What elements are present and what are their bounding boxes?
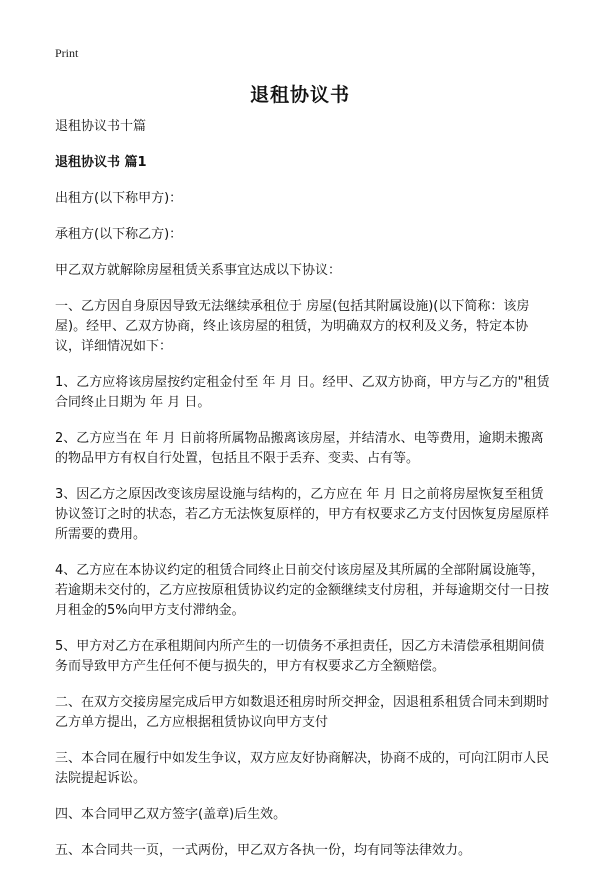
paragraph-lessor: 出租方(以下称甲方)： — [55, 191, 183, 206]
paragraph-clause-1: 1、乙方应将该房屋按约定租金付至 年 月 日。经甲、乙双方协商，甲方与乙方的"租赁合同终止日期为 年 月 日。 — [55, 375, 550, 410]
paragraph-lessee: 承租方(以下称乙方)： — [55, 227, 183, 242]
collection-title: 退租协议书十篇 — [55, 119, 147, 134]
paragraph-clause-3: 3、因乙方之原因改变该房屋设施与结构的，乙方应在 年 月 日之前将房屋恢复至租赁协议签订之时的状态，若乙方无法恢复原样的，甲方有权要求乙方支付因恢复房屋原样所需要的费用。 — [55, 487, 550, 542]
section-title: 退租协议书 篇1 — [55, 155, 147, 170]
paragraph-clause-5: 5、甲方对乙方在承租期间内所产生的一切债务不承担责任，因乙方未清偿承租期间债务而导致甲方产生任何不便与损失的，甲方有权要求乙方全额赔偿。 — [55, 639, 545, 674]
page-title: 退租协议书 — [249, 84, 350, 106]
print-link[interactable]: Print — [55, 46, 79, 60]
paragraph-article-2: 二、在双方交接房屋完成后甲方如数退还租房时所交押金，因退租系租赁合同未到期时乙方单方提出，乙方应根据租赁协议向甲方支付 — [55, 695, 550, 730]
paragraph-article-3: 三、本合同在履行中如发生争议，双方应友好协商解决，协商不成的，可向江阴市人民法院提起诉讼。 — [55, 751, 550, 786]
paragraph-article-5: 五、本合同共一页，一式两份，甲乙双方各执一份，均有同等法律效力。 — [55, 843, 472, 858]
paragraph-clause-4: 4、乙方应在本协议约定的租赁合同终止日前交付该房屋及其所属的全部附属设施等，若逾期未交付的，乙方应按原租赁协议约定的金额继续支付房租，并每逾期交付一日按月租金的5%向甲方支付滞纳金。 — [55, 563, 550, 618]
document-body — [55, 117, 552, 877]
paragraph-article-1: 一、乙方因自身原因导致无法继续承租位于 房屋(包括其附属设施)(以下简称：该房屋)。经甲、乙双方协商，终止该房屋的租赁，为明确双方的权利及义务，特定本协议，详细情况如下： — [55, 299, 530, 354]
paragraph-article-4: 四、本合同甲乙双方签字(盖章)后生效。 — [55, 807, 287, 822]
paragraph-intro: 甲乙双方就解除房屋租赁关系事宜达成以下协议： — [55, 263, 342, 278]
paragraph-clause-2: 2、乙方应当在 年 月 日前将所属物品搬离该房屋，并结清水、电等费用，逾期未搬离的物品甲方有权自行处置，包括且不限于丢弃、变卖、占有等。 — [55, 431, 544, 466]
